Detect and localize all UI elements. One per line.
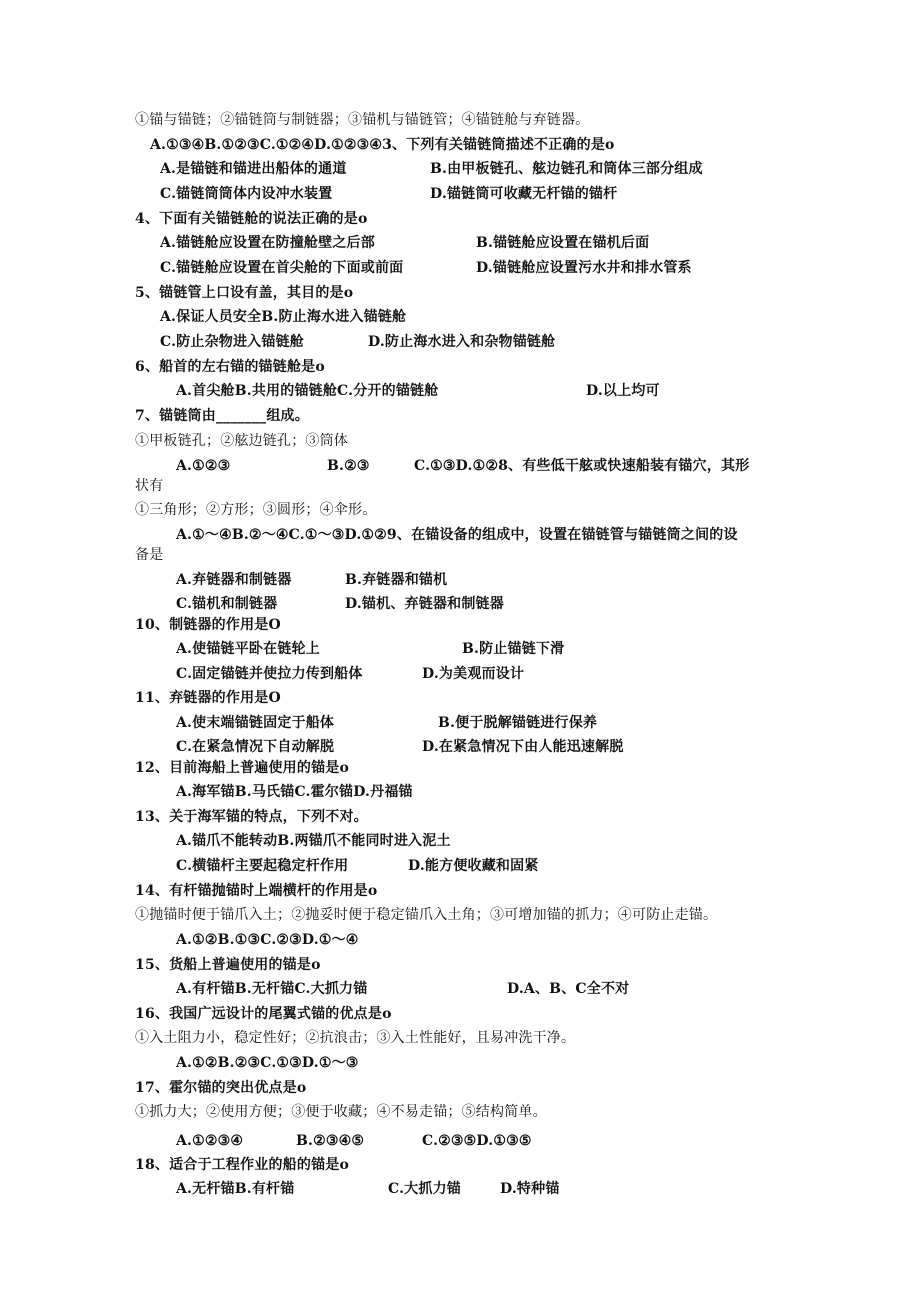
text-line — [0, 380, 920, 404]
text-segment: 7、锚链筒由_______组成。 — [135, 408, 309, 424]
text-segment: B.②③ — [327, 458, 370, 474]
text-line — [0, 430, 920, 454]
text-segment: A.无杆锚B.有杆锚 — [176, 1181, 295, 1197]
text-line — [0, 880, 920, 904]
text-line — [0, 687, 920, 711]
text-line — [0, 781, 920, 805]
text-line — [0, 1027, 920, 1051]
text-line — [0, 1154, 920, 1178]
text-segment: A.①②③ — [176, 458, 231, 474]
text-segment: D.锚链筒可收藏无杆锚的锚杆 — [430, 186, 618, 202]
text-segment: ①三角形；②方形；③圆形；④伞形。 — [135, 502, 377, 518]
text-line — [0, 331, 920, 355]
text-segment: C.①③D.①②8、有些低干舷或快速船装有锚穴，其形 — [414, 458, 750, 474]
text-line — [0, 855, 920, 879]
text-line — [0, 1003, 920, 1027]
text-line — [0, 356, 920, 380]
text-line — [0, 830, 920, 854]
text-line — [0, 475, 920, 499]
text-segment: A.①②B.②③C.①③D.①～③ — [176, 1055, 359, 1071]
text-segment: 6、船首的左右锚的锚链舱是o — [135, 359, 325, 375]
text-segment: 13、关于海军锚的特点，下列不对。 — [135, 809, 368, 825]
text-line — [0, 806, 920, 830]
text-segment: A.首尖舱B.共用的锚链舱C.分开的锚链舱 — [176, 383, 439, 399]
text-segment: 10、制链器的作用是O — [135, 617, 281, 633]
text-segment: B.防止锚链下滑 — [462, 641, 565, 657]
text-segment: D.能方便收藏和固紧 — [408, 858, 539, 874]
text-segment: C.防止杂物进入锚链舱 — [160, 334, 304, 350]
text-line — [0, 208, 920, 232]
text-line — [0, 306, 920, 330]
text-segment: B.②③④⑤ — [296, 1133, 365, 1149]
text-line — [0, 904, 920, 928]
text-segment: A.是锚链和锚进出船体的通道 — [160, 161, 347, 177]
text-segment: B.弃链器和锚机 — [345, 572, 448, 588]
text-segment: D.防止海水进入和杂物锚链舱 — [368, 334, 556, 350]
text-line — [0, 232, 920, 256]
text-segment: A.①②B.①③C.②③D.①～④ — [176, 932, 359, 948]
text-line — [0, 1178, 920, 1202]
text-line — [0, 569, 920, 593]
text-segment: 4、下面有关锚链舱的说法正确的是o — [135, 211, 368, 227]
text-segment: 5、锚链管上口设有盖，其目的是o — [135, 285, 354, 301]
text-line — [0, 1130, 920, 1154]
text-segment: A.保证人员安全B.防止海水进入锚链舱 — [160, 309, 407, 325]
text-line — [0, 712, 920, 736]
text-segment: D.以上均可 — [586, 383, 660, 399]
text-segment: C.在紧急情况下自动解脱 — [176, 739, 335, 755]
text-line — [0, 158, 920, 182]
text-segment: 15、货船上普遍使用的锚是o — [135, 957, 321, 973]
text-segment: 14、有杆锚抛锚时上端横杆的作用是o — [135, 883, 378, 899]
text-line — [0, 257, 920, 281]
text-segment: A.海军锚B.马氏锚C.霍尔锚D.丹福锚 — [176, 784, 413, 800]
text-segment: A.①②③④ — [176, 1133, 244, 1149]
text-segment: D.锚链舱应设置污水井和排水管系 — [476, 260, 692, 276]
text-segment: ①入土阻力小，稳定性好；②抗浪击；③入土性能好，且易冲洗干净。 — [135, 1030, 576, 1046]
text-line — [0, 638, 920, 662]
text-line — [0, 757, 920, 781]
text-segment: ①抓力大；②使用方便；③便于收藏；④不易走锚；⑤结构简单。 — [135, 1104, 547, 1120]
text-segment: 17、霍尔锚的突出优点是o — [135, 1080, 307, 1096]
text-line — [0, 1101, 920, 1125]
text-segment: A.有杆锚B.无杆锚C.大抓力锚 — [176, 981, 368, 997]
text-segment: 12、目前海船上普遍使用的锚是o — [135, 760, 350, 776]
text-segment: B.由甲板链孔、舷边链孔和筒体三部分组成 — [430, 161, 703, 177]
text-line — [0, 544, 920, 568]
text-segment: C.大抓力锚 — [388, 1181, 461, 1197]
text-segment: A.使锚链平卧在链轮上 — [176, 641, 320, 657]
text-segment: D.特种锚 — [500, 1181, 560, 1197]
text-segment: ①抛锚时便于锚爪入土；②抛妥时便于稳定锚爪入土角；③可增加锚的抓力；④可防止走锚。 — [135, 907, 718, 923]
text-segment: D.锚机、弃链器和制链器 — [345, 596, 504, 612]
text-segment: A.使末端锚链固定于船体 — [176, 715, 335, 731]
text-line — [0, 282, 920, 306]
text-segment: A.弃链器和制链器 — [176, 572, 292, 588]
text-segment: A.①～④B.②～④C.①～③D.①②9、在锚设备的组成中，设置在锚链管与锚链筒之间的设 — [176, 527, 738, 543]
text-segment: 18、适合于工程作业的船的锚是o — [135, 1157, 350, 1173]
text-segment: 16、我国广远设计的尾翼式锚的优点是o — [135, 1006, 392, 1022]
text-segment: D.在紧急情况下由人能迅速解脱 — [422, 739, 624, 755]
text-segment: C.锚机和制链器 — [176, 596, 278, 612]
text-segment: 备是 — [135, 547, 164, 563]
text-line — [0, 1052, 920, 1076]
text-segment: B.锚链舱应设置在锚机后面 — [476, 235, 650, 251]
text-segment: C.横锚杆主要起稳定杆作用 — [176, 858, 349, 874]
text-line — [0, 134, 920, 158]
text-segment: D.A、B、C全不对 — [507, 981, 630, 997]
text-segment: A.锚爪不能转动B.两锚爪不能同时进入泥土 — [176, 833, 451, 849]
text-segment: C.锚链舱应设置在首尖舱的下面或前面 — [160, 260, 404, 276]
text-segment: B.便于脱解锚链进行保养 — [438, 715, 598, 731]
text-segment: C.锚链筒筒体内设冲水装置 — [160, 186, 333, 202]
text-line — [0, 663, 920, 687]
text-segment: A.①③④B.①②③C.①②④D.①②③④3、下列有关锚链筒描述不正确的是o — [150, 137, 615, 153]
text-segment: C.固定锚链并使拉力传到船体 — [176, 666, 363, 682]
text-line — [0, 978, 920, 1002]
text-line — [0, 183, 920, 207]
text-segment: D.为美观而设计 — [422, 666, 525, 682]
text-segment: 状有 — [135, 478, 164, 494]
text-line — [0, 109, 920, 133]
text-line — [0, 614, 920, 638]
text-line — [0, 954, 920, 978]
text-line — [0, 499, 920, 523]
text-segment: A.锚链舱应设置在防撞舱壁之后部 — [160, 235, 375, 251]
text-line — [0, 1077, 920, 1101]
text-line — [0, 929, 920, 953]
text-segment: ①甲板链孔；②舷边链孔；③筒体 — [135, 433, 348, 449]
text-line — [0, 405, 920, 429]
text-segment: ①锚与锚链；②锚链筒与制链器；③锚机与锚链管；④锚链舱与弃链器。 — [135, 112, 590, 128]
text-segment: C.②③⑤D.①③⑤ — [422, 1133, 532, 1149]
text-segment: 11、弃链器的作用是O — [135, 690, 281, 706]
